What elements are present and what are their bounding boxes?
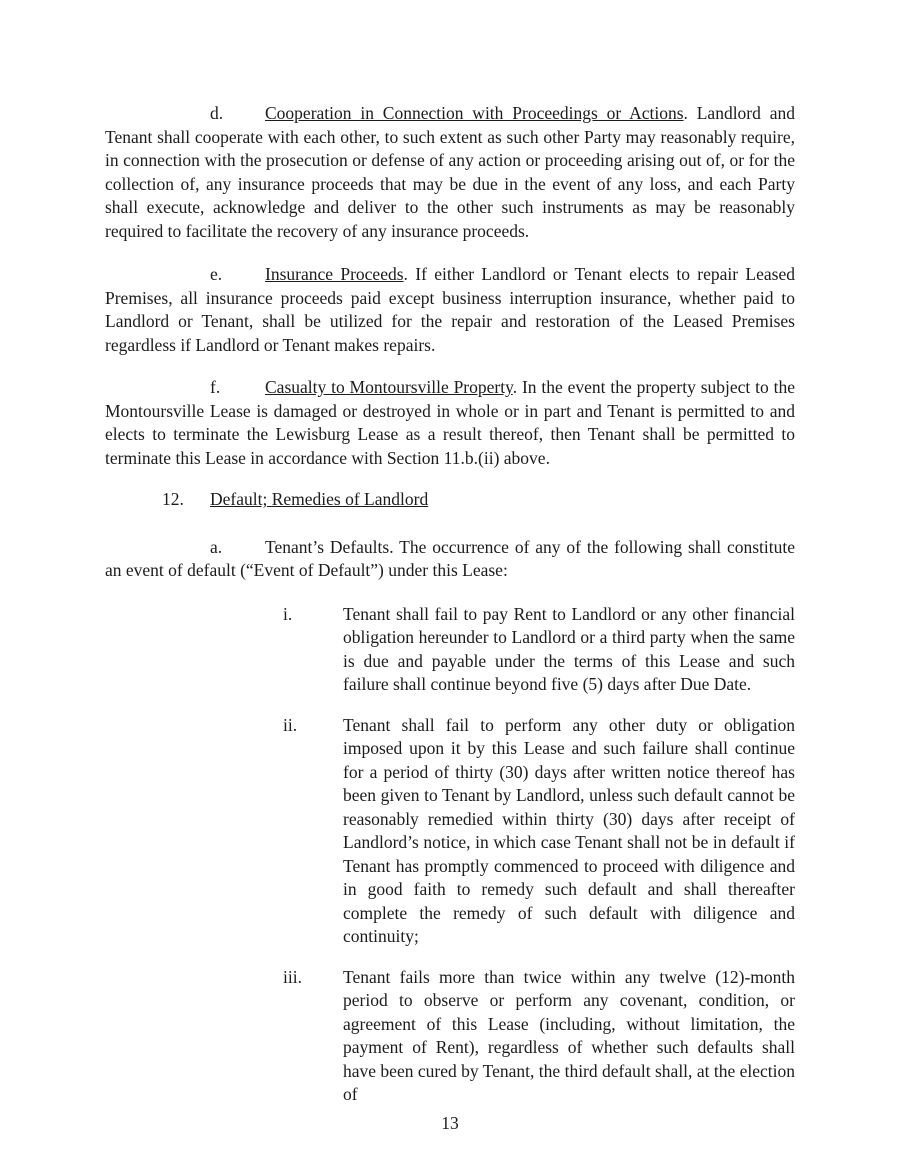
section-12-title: Default; Remedies of Landlord bbox=[210, 489, 429, 509]
subsection-e-label: e. bbox=[210, 264, 223, 284]
subsection-f-label: f. bbox=[210, 377, 221, 397]
subsection-a-label: a. bbox=[210, 536, 223, 557]
default-event-ii-body: Tenant shall fail to perform any other duty or obligation imposed upon it by this Lease and such failure shall continue for a period of thirty (30) days after written notice thereof has been given to Tenant by Landlord, unless such default cannot be reasonably remedied within thirty (30) days after receipt of Landlord’s notice, in which case Tenant shall not be in default if Tenant has promptly commenced to proceed with diligence and in good faith to remedy such default and shall thereafter complete the remedy of such default with diligence and continuity; bbox=[343, 714, 795, 946]
page-number: 13 bbox=[441, 1113, 459, 1133]
subsection-d bbox=[105, 102, 795, 243]
default-event-iii-marker: iii. bbox=[283, 966, 302, 987]
default-event-ii-marker: ii. bbox=[283, 714, 298, 735]
subsection-d-body: . Landlord and Tenant shall cooperate with each other, to such extent as such other Party may reasonably require, in connection with the prosecution or defense of any action or proceeding arising out of, or for the collection of, any insurance proceeds that may be due in the event of any loss, and each Party shall execute, acknowledge and deliver to the other such instruments as may be reasonably required to facilitate the recovery of any insurance proceeds. bbox=[105, 103, 795, 241]
subsection-f-heading: Casualty to Montoursville Property bbox=[265, 377, 513, 397]
default-event-iii bbox=[283, 966, 795, 1107]
subsection-a bbox=[105, 536, 795, 583]
default-event-i-marker: i. bbox=[283, 603, 293, 624]
subsection-a-body: Tenant’s Defaults. The occurrence of any of the following shall constitute an event of default (“Event of Default”) under this Lease: bbox=[105, 536, 795, 580]
default-event-iii-body: Tenant fails more than twice within any twelve (12)-month period to observe or perform any covenant, condition, or agreement of this Lease (including, without limitation, the payment of Rent), regardless of whether such defaults shall have been cured by Tenant, the third default shall, at the election of bbox=[343, 966, 795, 1104]
default-event-ii bbox=[283, 714, 795, 949]
subsection-f bbox=[105, 376, 795, 470]
subsection-d-heading: Cooperation in Connection with Proceedings or Actions bbox=[265, 103, 684, 123]
subsection-f-body: . In the event the property subject to the Montoursville Lease is damaged or destroyed in whole or in part and Tenant is permitted to and elects to terminate the Lewisburg Lease as a result thereof, then Tenant shall be permitted to terminate this Lease in accordance with Section 11.b.(ii) above. bbox=[105, 377, 795, 468]
subsection-d-label: d. bbox=[210, 103, 224, 123]
subsection-e bbox=[105, 263, 795, 357]
section-12-number: 12. bbox=[162, 489, 184, 509]
default-event-i bbox=[283, 603, 795, 697]
subsection-e-heading: Insurance Proceeds bbox=[265, 264, 404, 284]
default-event-i-body: Tenant shall fail to pay Rent to Landlord or any other financial obligation hereunder to Landlord or a third party when the same is due and payable under the terms of this Lease and such failure shall continue beyond five (5) days after Due Date. bbox=[343, 603, 795, 694]
subsection-e-body: . If either Landlord or Tenant elects to repair Leased Premises, all insurance proceeds paid except business interruption insurance, whether paid to Landlord or Tenant, shall be utilized for the repair and restoration of the Leased Premises regardless if Landlord or Tenant makes repairs. bbox=[105, 264, 795, 355]
section-12-heading bbox=[105, 488, 795, 512]
